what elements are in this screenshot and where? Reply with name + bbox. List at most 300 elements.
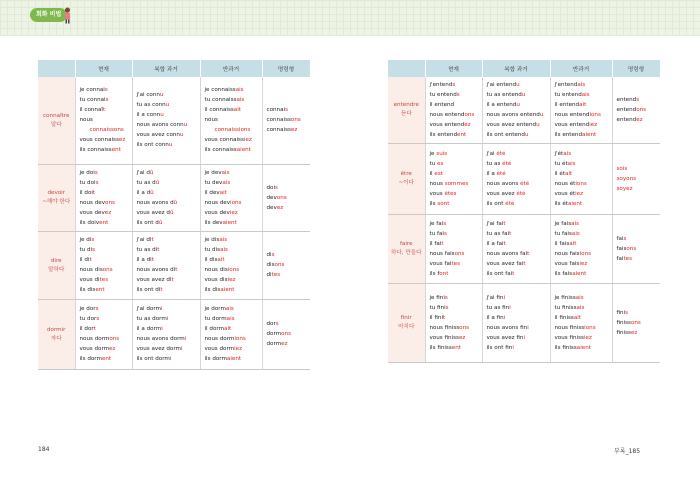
conjugation-prefix: ils bbox=[204, 219, 213, 226]
conjugation-prefix: il bbox=[429, 240, 435, 247]
conjugation-ending: ez bbox=[276, 204, 284, 211]
conjugation-prefix: tu bbox=[429, 304, 438, 311]
conjugation-prefix: nous bbox=[204, 199, 220, 206]
conjugation-line bbox=[205, 135, 262, 145]
conjugation-prefix: j'ai bbox=[136, 237, 147, 243]
conjugation-ending: i bbox=[166, 316, 169, 322]
conjugation-prefix: je bbox=[79, 237, 87, 243]
conjugation-ending: ez bbox=[636, 116, 643, 123]
verb-cell bbox=[388, 143, 425, 214]
conjugation-ending: u bbox=[516, 81, 520, 88]
conjugation-prefix: doi bbox=[266, 184, 276, 191]
conjugation-line bbox=[267, 339, 311, 349]
conjugation-line bbox=[205, 314, 262, 324]
conjugation-prefix: j' bbox=[554, 81, 558, 88]
conjugation-prefix: nous bbox=[429, 250, 445, 257]
conjugation-prefix: il bbox=[554, 101, 560, 108]
conjugation-line bbox=[487, 100, 550, 110]
conjugation-ending: t bbox=[93, 326, 96, 332]
conjugation-stem: entend bbox=[437, 91, 457, 98]
page-number-left-text: 184 bbox=[38, 446, 50, 453]
conjugation-stem: dorm bbox=[87, 356, 102, 362]
conjugation-stem: ét bbox=[569, 190, 576, 197]
verb-cell bbox=[38, 231, 75, 299]
page-number-left bbox=[38, 446, 49, 453]
conjugation-stem: fai bbox=[436, 220, 444, 227]
verb-row bbox=[38, 231, 310, 299]
conjugation-cell bbox=[262, 231, 310, 299]
conjugation-ending: soyez bbox=[616, 185, 633, 192]
conjugation-stem: dev bbox=[94, 209, 105, 216]
conjugation-stem: di bbox=[94, 277, 100, 283]
conjugation-ending: ions bbox=[238, 127, 251, 134]
conjugation-prefix: nous avons bbox=[136, 122, 171, 129]
conjugation-line bbox=[617, 328, 661, 338]
conjugation-stem: ét bbox=[569, 180, 576, 187]
conjugation-line bbox=[555, 80, 612, 90]
conjugation-ending: ons bbox=[281, 331, 292, 337]
conjugation-stem: fais bbox=[561, 220, 572, 227]
conjugation-ending: ions bbox=[584, 324, 596, 331]
conjugation-ending: s bbox=[456, 91, 460, 98]
conjugation-prefix: il bbox=[204, 189, 210, 196]
conjugation-line bbox=[430, 80, 482, 90]
conjugation-stem: dorm bbox=[94, 346, 110, 352]
conjugation-line bbox=[137, 285, 200, 295]
conjugation-line bbox=[430, 120, 482, 130]
conjugation-stem: entend bbox=[562, 91, 582, 98]
conjugation-prefix: di bbox=[266, 272, 272, 278]
conjugation-prefix: vous bbox=[429, 121, 445, 128]
conjugation-ending: ions bbox=[579, 250, 592, 257]
conjugation-ending: s bbox=[105, 97, 109, 104]
verb-row bbox=[38, 164, 310, 231]
conjugation-ending: été bbox=[502, 160, 512, 167]
conjugation-cell bbox=[132, 231, 200, 299]
conjugation-line bbox=[80, 95, 132, 105]
conjugation-ending: ait bbox=[217, 257, 225, 263]
conjugation-prefix: nous bbox=[554, 180, 570, 187]
conjugation-stem: fais bbox=[562, 230, 572, 237]
conjugation-ending: ent bbox=[451, 344, 461, 351]
conjugation-line bbox=[267, 105, 311, 115]
conjugation-cell bbox=[262, 299, 310, 369]
conjugation-ending: t bbox=[151, 237, 154, 243]
conjugation-line bbox=[137, 208, 200, 218]
conjugation-ending: ais bbox=[235, 87, 244, 94]
conjugation-stem: dorm bbox=[212, 356, 227, 362]
conjugation-ending: t bbox=[171, 277, 174, 283]
conjugation-ending: s bbox=[92, 247, 96, 253]
conjugation-line bbox=[617, 105, 661, 115]
conjugation-line bbox=[555, 189, 612, 199]
conjugation-prefix: vous avez bbox=[136, 132, 167, 139]
conjugation-ending: été bbox=[505, 200, 515, 207]
column-header: 반과거 bbox=[550, 60, 612, 77]
conjugation-stem: connai bbox=[87, 97, 106, 104]
verb-translation: 마치다 bbox=[398, 324, 415, 330]
conjugation-line bbox=[80, 285, 132, 295]
conjugation-ending: est bbox=[434, 170, 443, 177]
conjugation-prefix: vous avez bbox=[136, 346, 167, 352]
conjugation-line bbox=[487, 130, 550, 140]
conjugation-line bbox=[430, 293, 482, 303]
conjugation-ending: êtes bbox=[444, 190, 457, 197]
conjugation-line bbox=[430, 90, 482, 100]
conjugation-line bbox=[430, 159, 482, 169]
conjugation-stem: entend bbox=[520, 111, 540, 118]
conjugation-ending: aient bbox=[582, 131, 597, 138]
conjugation-stem: d bbox=[166, 209, 170, 216]
conjugation-stem: di bbox=[146, 237, 152, 243]
conjugation-stem: conn bbox=[152, 102, 166, 109]
conjugation-prefix: il a bbox=[486, 101, 497, 108]
conjugation-cell bbox=[612, 143, 660, 214]
conjugation-line bbox=[137, 130, 200, 140]
conjugation-ending: ais bbox=[577, 81, 586, 88]
conjugation-ending: i bbox=[161, 326, 163, 332]
conjugation-stem: fai bbox=[496, 220, 504, 227]
conjugation-prefix: nous avons bbox=[136, 267, 171, 273]
conjugation-ending: ais bbox=[222, 179, 231, 186]
conjugation-stem: di bbox=[155, 287, 161, 293]
conjugation-line bbox=[555, 269, 612, 279]
conjugation-line bbox=[487, 189, 550, 199]
conjugation-cell bbox=[132, 299, 200, 369]
conjugation-cell bbox=[482, 77, 550, 143]
conjugation-line bbox=[137, 275, 200, 285]
conjugation-line bbox=[80, 334, 132, 344]
conjugation-ending: ait bbox=[219, 189, 227, 196]
conjugation-stem: dor bbox=[86, 306, 96, 312]
conjugation-ending: t bbox=[441, 240, 444, 247]
conjugation-line bbox=[487, 179, 550, 189]
conjugation-stem: finiss bbox=[562, 304, 577, 311]
conjugation-line bbox=[555, 333, 612, 343]
conjugation-line bbox=[137, 188, 200, 198]
conjugation-ending: s bbox=[443, 220, 447, 227]
conjugation-stem: dev bbox=[219, 199, 231, 206]
verb-cell bbox=[388, 77, 425, 143]
conjugation-prefix: j'ai bbox=[486, 81, 497, 88]
conjugation-ending: t bbox=[527, 250, 530, 257]
conjugation-ending: iez bbox=[575, 190, 584, 197]
conjugation-prefix: j'ai bbox=[486, 294, 497, 301]
conjugation-line bbox=[430, 199, 482, 209]
conjugation-ending: û bbox=[149, 169, 154, 176]
conjugation-stem: ét bbox=[562, 200, 568, 207]
conjugation-cell bbox=[75, 77, 132, 164]
conjugation-ending: i bbox=[169, 356, 172, 362]
conjugation-line bbox=[617, 308, 661, 318]
conjugation-prefix: nous bbox=[429, 180, 445, 187]
conjugation-ending: ent bbox=[457, 131, 467, 138]
conjugation-line bbox=[267, 319, 311, 329]
conjugation-ending: t bbox=[175, 267, 178, 273]
conjugation-ending: u bbox=[521, 91, 526, 98]
conjugation-stem: finiss bbox=[444, 324, 460, 331]
conjugation-prefix: dorm bbox=[266, 331, 282, 337]
conjugation-stem: dis bbox=[209, 257, 218, 263]
conjugation-ending: u bbox=[165, 102, 170, 109]
conjugation-ending: suis bbox=[436, 150, 448, 157]
verb-row bbox=[38, 77, 310, 164]
conjugation-line bbox=[80, 145, 132, 155]
conjugation-prefix: ils ont bbox=[136, 219, 156, 226]
conjugation-ending: été bbox=[496, 170, 506, 177]
conjugation-ending: s bbox=[452, 81, 456, 88]
conjugation-prefix: nous bbox=[204, 336, 220, 342]
conjugation-line bbox=[487, 199, 550, 209]
conjugation-line bbox=[80, 265, 132, 275]
conjugation-ending: ons bbox=[459, 324, 470, 331]
conjugation-stem: dis bbox=[212, 287, 221, 293]
conjugation-line bbox=[617, 174, 661, 184]
character-illustration-icon bbox=[63, 7, 72, 24]
conjugation-stem: finiss bbox=[437, 344, 452, 351]
conjugation-line bbox=[80, 198, 132, 208]
conjugation-ending: t bbox=[92, 189, 96, 196]
conjugation-line bbox=[430, 179, 482, 189]
conjugation-stem: entend bbox=[505, 131, 525, 138]
conjugation-line bbox=[205, 188, 262, 198]
verb-row bbox=[388, 283, 660, 362]
conjugation-prefix: ils bbox=[429, 344, 438, 351]
conjugation-stem: di bbox=[152, 247, 158, 253]
conjugation-ending: s bbox=[443, 230, 447, 237]
conjugation-line bbox=[430, 249, 482, 259]
conjugation-stem: d bbox=[146, 189, 151, 196]
conjugation-cell bbox=[425, 283, 482, 362]
conjugation-stem: dorm bbox=[209, 326, 225, 332]
conjugation-line bbox=[137, 255, 200, 265]
conjugation-stem: finiss bbox=[559, 314, 574, 321]
conjugation-prefix: tu as bbox=[136, 102, 153, 109]
conjugation-stem: conn bbox=[170, 122, 184, 129]
conjugation-line bbox=[487, 343, 550, 353]
conjugation-prefix: il bbox=[429, 101, 435, 108]
conjugation-prefix: entend bbox=[616, 106, 637, 113]
conjugation-prefix: nous bbox=[204, 117, 218, 124]
conjugation-line bbox=[205, 178, 262, 188]
conjugation-line bbox=[617, 254, 661, 264]
conjugation-stem: entend bbox=[496, 81, 517, 88]
conjugation-prefix: tu as bbox=[136, 247, 153, 253]
conjugation-cell bbox=[132, 164, 200, 231]
conjugation-line bbox=[80, 314, 132, 324]
verb-translation: 말하다 bbox=[48, 266, 65, 273]
conjugation-line bbox=[205, 245, 262, 255]
conjugation-stem: doi bbox=[84, 189, 93, 196]
conjugation-line bbox=[137, 178, 200, 188]
conjugation-prefix: tu bbox=[554, 304, 563, 311]
conjugation-prefix: tu bbox=[79, 316, 88, 322]
conjugation-stem: di bbox=[170, 267, 176, 273]
conjugation-prefix: tu as bbox=[486, 160, 503, 167]
conjugation-prefix: nous bbox=[554, 250, 570, 257]
conjugation-line bbox=[205, 304, 262, 314]
conjugation-line bbox=[487, 149, 550, 159]
conjugation-ending: ez bbox=[281, 341, 288, 347]
conjugation-ending: s bbox=[271, 252, 275, 258]
conjugation-line bbox=[487, 80, 550, 90]
conjugation-line bbox=[617, 244, 661, 254]
conjugation-stem: dorm bbox=[170, 336, 185, 342]
conjugation-stem: dor bbox=[84, 326, 94, 332]
conjugation-prefix: il bbox=[429, 170, 435, 177]
conjugation-ending: ez bbox=[290, 127, 298, 134]
conjugation-line bbox=[80, 105, 132, 115]
conjugation-ending: es bbox=[437, 160, 444, 167]
conjugation-ending: û bbox=[173, 199, 178, 206]
conjugation-line bbox=[555, 100, 612, 110]
conjugation-ending: ais bbox=[571, 230, 580, 237]
conjugation-ending: aient bbox=[572, 270, 587, 277]
conjugation-ending: ent bbox=[111, 147, 121, 154]
conjugation-ending: ez bbox=[109, 346, 116, 352]
conjugation-prefix: il bbox=[554, 170, 560, 177]
conjugation-stem: di bbox=[166, 277, 172, 283]
conjugation-line bbox=[267, 125, 311, 135]
conjugation-line bbox=[205, 115, 262, 125]
conjugation-prefix: je bbox=[204, 306, 212, 312]
conjugation-cell bbox=[75, 299, 132, 369]
conjugation-cell bbox=[612, 77, 660, 143]
conjugation-prefix: il bbox=[554, 240, 560, 247]
conjugation-ending: sois bbox=[616, 165, 628, 172]
verb-row bbox=[388, 77, 660, 143]
conjugation-ending: t bbox=[509, 230, 512, 237]
conjugation-prefix: il bbox=[79, 189, 85, 196]
conjugation-line bbox=[80, 255, 132, 265]
conjugation-prefix: finiss bbox=[616, 329, 631, 336]
verb-translation: ~해야 한다 bbox=[42, 199, 71, 205]
conjugation-stem: finiss bbox=[444, 334, 459, 341]
conjugation-stem: dis bbox=[219, 267, 228, 273]
conjugation-stem: connaiss bbox=[94, 137, 119, 144]
conjugation-ending: iez bbox=[579, 260, 588, 267]
conjugation-line bbox=[555, 90, 612, 100]
conjugation-line bbox=[205, 285, 262, 295]
conjugation-prefix: vous bbox=[429, 190, 445, 197]
conjugation-prefix: il bbox=[204, 107, 210, 114]
verb-infinitive: devoir bbox=[47, 190, 66, 196]
conjugation-stem: dorm bbox=[166, 346, 181, 352]
conjugation-prefix: nous avons bbox=[486, 180, 521, 187]
conjugation-stem: fais bbox=[444, 250, 455, 257]
conjugation-stem: ét bbox=[557, 150, 564, 157]
conjugation-cell bbox=[550, 77, 612, 143]
conjugation-line bbox=[487, 110, 550, 120]
conjugation-ending: connaiss bbox=[214, 127, 239, 134]
conjugation-cell bbox=[262, 77, 310, 164]
conjugation-line bbox=[487, 219, 550, 229]
conjugation-ending: ent bbox=[101, 356, 112, 362]
conjugation-prefix: dor bbox=[266, 321, 276, 327]
conjugation-ending: tes bbox=[271, 272, 281, 278]
conjugation-ending: aient bbox=[576, 344, 591, 351]
conjugation-ending: ais bbox=[567, 160, 576, 167]
column-header: 현재 bbox=[75, 60, 132, 77]
conjugation-cell bbox=[200, 231, 262, 299]
conjugation-prefix: finiss bbox=[616, 319, 631, 326]
conjugation-stem: fini bbox=[437, 304, 446, 311]
conjugation-prefix: connaiss bbox=[266, 127, 291, 134]
conjugation-stem: fai bbox=[496, 240, 504, 247]
conjugation-cell bbox=[425, 143, 482, 214]
conjugation-prefix: vous avez bbox=[486, 260, 517, 267]
verb-cell bbox=[38, 299, 75, 369]
conjugation-line bbox=[487, 249, 550, 259]
conjugation-stem: entend bbox=[432, 81, 453, 88]
conjugation-cell bbox=[612, 214, 660, 283]
conjugation-ending: s bbox=[625, 309, 629, 316]
conjugation-prefix: ils ont bbox=[486, 200, 506, 207]
verb-row bbox=[388, 214, 660, 283]
conjugation-prefix: il a bbox=[136, 112, 147, 119]
conjugation-table-left bbox=[38, 60, 311, 370]
conjugation-ending: iez bbox=[229, 209, 238, 216]
conjugation-stem: dis bbox=[219, 277, 228, 283]
conjugation-ending: ait bbox=[233, 107, 241, 114]
conjugation-stem: fini bbox=[434, 314, 444, 321]
conjugation-prefix: j'ai bbox=[136, 306, 147, 312]
conjugation-line bbox=[555, 293, 612, 303]
conjugation-ending: i bbox=[503, 314, 506, 321]
conjugation-prefix: vous bbox=[554, 334, 570, 341]
conjugation-stem: fais bbox=[569, 260, 580, 267]
conjugation-stem: dev bbox=[219, 209, 230, 216]
conjugation-prefix: vous avez bbox=[486, 334, 517, 341]
conjugation-prefix: il a bbox=[136, 257, 147, 263]
conjugation-prefix: je bbox=[554, 294, 562, 301]
conjugation-prefix: ils bbox=[79, 287, 88, 293]
conjugation-line bbox=[80, 304, 132, 314]
conjugation-line bbox=[487, 323, 550, 333]
conjugation-prefix: ils ont bbox=[486, 270, 506, 277]
conjugation-ending: soyons bbox=[616, 175, 637, 182]
conjugation-line bbox=[137, 120, 200, 130]
conjugation-line bbox=[617, 95, 661, 105]
conjugation-ending: ons bbox=[636, 106, 647, 113]
verb-translation: 알다 bbox=[50, 121, 62, 128]
conjugation-line bbox=[267, 203, 311, 213]
column-header: 복합 과거 bbox=[132, 60, 200, 77]
conjugation-ending: ont bbox=[439, 270, 449, 277]
conjugation-cell bbox=[482, 283, 550, 362]
conjugation-prefix: vous bbox=[204, 137, 220, 144]
conjugation-prefix: nous bbox=[429, 324, 445, 331]
conjugation-ending: t bbox=[160, 287, 163, 293]
conjugation-stem: dev bbox=[209, 189, 220, 196]
verb-row bbox=[38, 299, 310, 369]
conjugation-line bbox=[555, 229, 612, 239]
conjugation-stem: connaiss bbox=[219, 137, 244, 144]
conjugation-prefix: il bbox=[429, 314, 435, 321]
conjugation-line bbox=[617, 164, 661, 174]
conjugation-ending: ais bbox=[576, 304, 585, 311]
conjugation-line bbox=[555, 159, 612, 169]
conjugation-line bbox=[430, 313, 482, 323]
conjugation-stem: entend bbox=[516, 121, 537, 128]
conjugation-ending: ons bbox=[105, 199, 115, 206]
verb-infinitive: faire bbox=[399, 241, 413, 247]
conjugation-prefix: vous avez bbox=[486, 121, 517, 128]
conjugation-ending: ons bbox=[290, 117, 301, 124]
header-badge: 회화 비법 bbox=[30, 8, 67, 22]
conjugation-ending: ais bbox=[220, 247, 228, 253]
conjugation-stem: fin bbox=[505, 344, 513, 351]
